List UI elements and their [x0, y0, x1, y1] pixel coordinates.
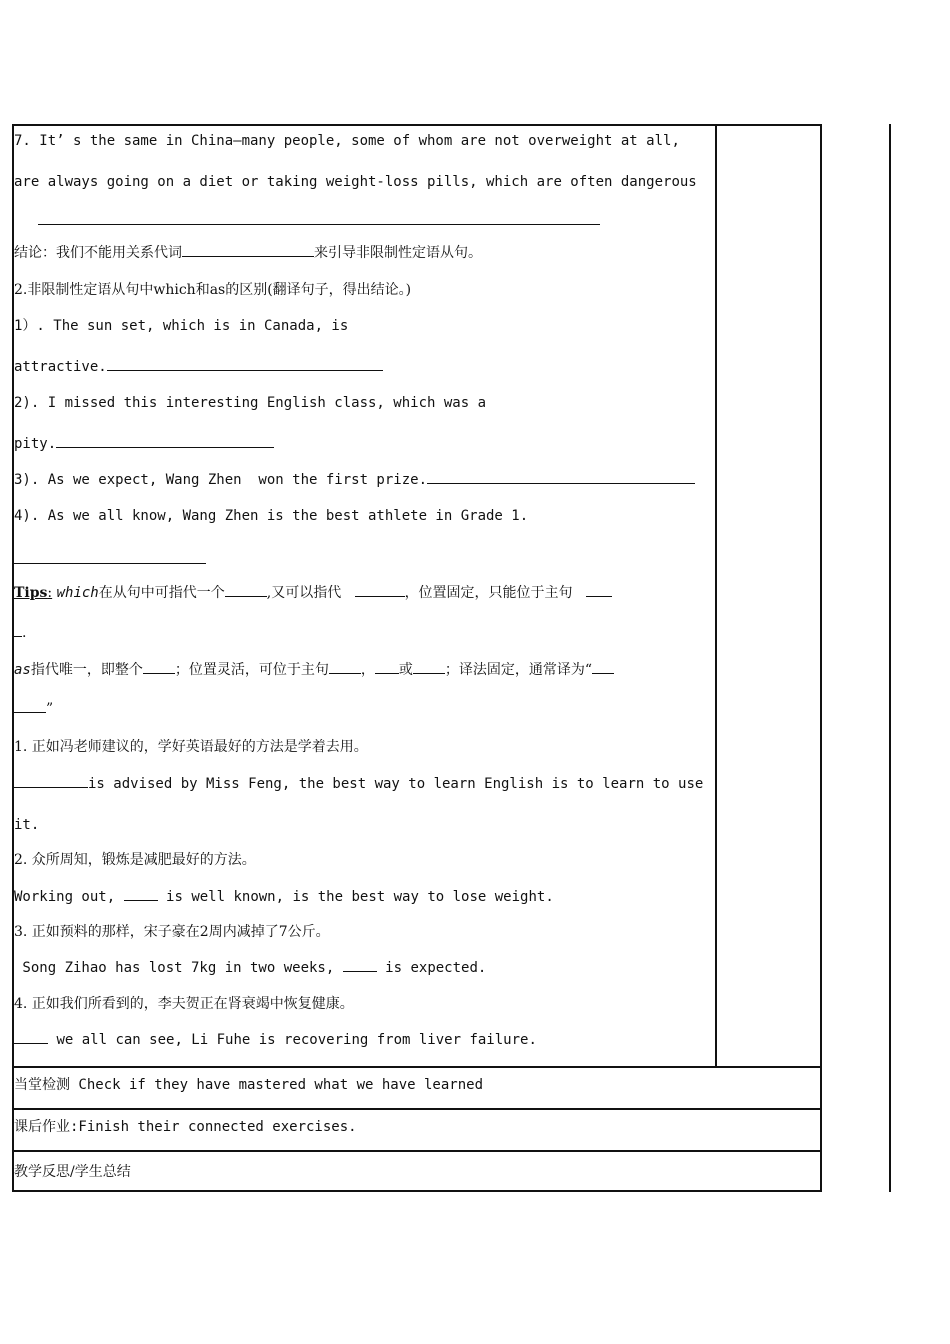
as-line2: [14, 700, 53, 718]
tips-colon: :: [47, 585, 53, 601]
sentence-7-line2: are always going on a diet or taking weight-loss pills, which are often dangerous: [14, 174, 697, 190]
column-divider: [715, 124, 717, 1066]
answer-line-sentence-7: [38, 224, 600, 225]
conclusion-text-b: 来引导非限制性定语从句。: [314, 245, 482, 261]
as-blank-4: [413, 661, 445, 674]
row-homework-text: 课后作业:Finish their connected exercises.: [14, 1119, 357, 1135]
tips-blank-1: [225, 584, 267, 597]
q4-english-text: we all can see, Li Fuhe is recovering from liver failure.: [56, 1032, 537, 1048]
tips-blank-2: [355, 584, 405, 597]
tips-label: Tips: [14, 585, 48, 601]
as-text-a: 指代唯一，即整个: [30, 662, 143, 678]
item-1-blank: [107, 358, 383, 371]
sentence-7-line1: 7. It’ s the same in China—many people, some of whom are not overweight at all,: [14, 133, 680, 149]
tips-blank-3: [586, 584, 612, 597]
item-1-line2: [14, 358, 383, 376]
q4-english: [14, 1031, 537, 1049]
as-blank-5: [592, 661, 614, 674]
item-3-blank: [427, 471, 695, 484]
item-2-text: pity.: [14, 436, 57, 452]
item-2-line2: [14, 435, 274, 453]
tips-end: .: [22, 625, 27, 641]
q1-english: [14, 775, 703, 793]
tips-text-b: ,又可以指代: [266, 585, 342, 601]
tips-blank-3-cont: [14, 624, 22, 637]
item-1-line1: 1）. The sun set, which is in Canada, is: [14, 318, 349, 334]
q1-chinese: 1. 正如冯老师建议的，学好英语最好的方法是学着去用。: [14, 739, 368, 755]
conclusion-line: [14, 244, 482, 262]
tips-line: [14, 584, 612, 602]
item-2-line1: 2). I missed this interesting English class, which was a: [14, 395, 487, 411]
q3-english-b: is expected.: [385, 960, 487, 976]
row-check-text: 当堂检测 Check if they have mastered what we have learned: [14, 1077, 484, 1093]
section-2-heading: 2.非限制性定语从句中which和as的区别(翻译句子，得出结论。): [14, 282, 412, 298]
item-2-blank: [56, 435, 274, 448]
q1-english-line2: it.: [14, 817, 40, 833]
q3-blank: [343, 959, 377, 972]
as-blank-2: [329, 661, 361, 674]
q3-english-a: Song Zihao has lost 7kg in two weeks,: [14, 960, 335, 976]
as-word: as: [14, 662, 31, 678]
as-text-b: ；位置灵活，可位于主句: [174, 662, 329, 678]
tips-which: which: [56, 585, 99, 601]
row-reflection-text: 教学反思/学生总结: [14, 1164, 131, 1180]
q2-blank: [124, 888, 158, 901]
item-4-answer-line: [14, 563, 206, 564]
row-divider-reflection: [12, 1150, 822, 1152]
as-blank-5-cont: [14, 700, 46, 713]
item-4-line: 4). As we all know, Wang Zhen is the best athlete in Grade 1.: [14, 508, 529, 524]
q3-chinese: 3. 正如预料的那样，宋子豪在2周内减掉了7公斤。: [14, 924, 330, 940]
q3-english: [14, 959, 486, 977]
as-blank-3: [375, 661, 399, 674]
as-text-d: 或: [398, 662, 413, 678]
conclusion-text-a: 结论：我们不能用关系代词: [14, 245, 182, 261]
tips-text-c: ，位置固定，只能位于主句: [404, 585, 573, 601]
as-text-e: ；译法固定，通常译为“: [444, 662, 593, 678]
tips-line2: [14, 624, 26, 642]
q1-blank: [14, 775, 88, 788]
q2-english: [14, 888, 554, 906]
q4-chinese: 4. 正如我们所看到的，李夫贺正在肾衰竭中恢复健康。: [14, 996, 354, 1012]
item-3-text: 3). As we expect, Wang Zhen won the first prize.: [14, 472, 428, 488]
item-1-text: attractive.: [14, 359, 107, 375]
tips-text-a: 在从句中可指代一个: [98, 585, 225, 601]
q2-english-b: is well known, is the best way to lose weight.: [166, 889, 554, 905]
q2-chinese: 2. 众所周知，锻炼是减肥最好的方法。: [14, 852, 256, 868]
item-3-line: [14, 471, 695, 489]
row-divider-check: [12, 1066, 822, 1068]
as-blank-1: [143, 661, 175, 674]
q2-english-a: Working out,: [14, 889, 116, 905]
q4-blank: [14, 1031, 48, 1044]
as-text-c: ，: [360, 662, 375, 678]
conclusion-blank: [182, 244, 314, 257]
page-margin-rule: [889, 124, 891, 1192]
as-line: [14, 661, 614, 679]
q1-english-text: is advised by Miss Feng, the best way to learn English is to learn to use: [88, 776, 704, 792]
row-divider-homework: [12, 1108, 822, 1110]
as-end: ”: [46, 701, 54, 717]
